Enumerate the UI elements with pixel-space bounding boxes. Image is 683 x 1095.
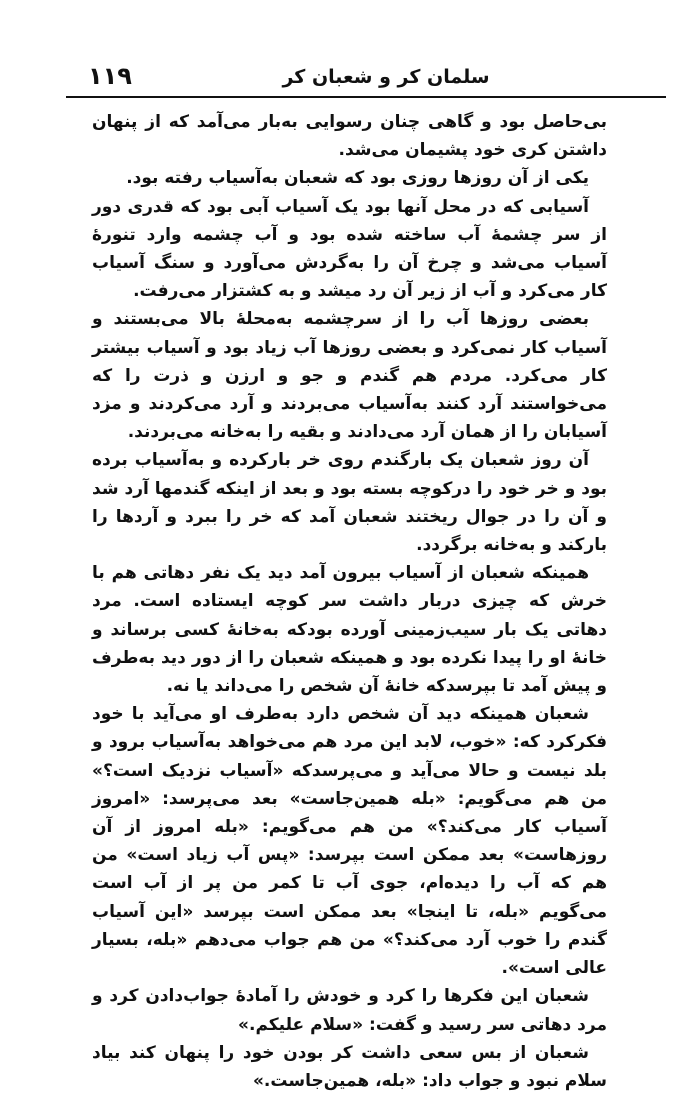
paragraph: بی‌حاصل بود و گاهی چنان رسوایی به‌بار می‌آمد که از پنهان داشتن کری خود پشیمان می‌شد. bbox=[92, 112, 607, 161]
paragraph: آن روز شعبان یک بارگندم روی خر بارکرده و به‌آسیاب برده بود و خر خود را درکوچه بسته بود و بعد از اینکه گندمها آرد شد و آن را در جوال ریختند شعبان آمد که خر را ببرد و آردها را بارکند و به‌خانه برگردد. bbox=[92, 450, 607, 556]
paragraph: آسیابی که در محل آنها بود یک آسیاب آبی بود که قدری دور از سر چشمهٔ آب ساخته شده بود و آب چشمه وارد تنورهٔ آسیاب می‌شد و چرخ آن را به‌گردش می‌آورد و سنگ آسیاب کار می‌کرد و آب از زیر آن رد میشد و به کشتزار می‌رفت. bbox=[92, 196, 607, 302]
running-title: سلمان کر و شعبان کر bbox=[282, 66, 490, 88]
paragraph: بعضی روزها آب را از سرچشمه به‌محلهٔ بالا می‌بستند و آسیاب کار نمی‌کرد و بعضی روزها آب زیاد بود و آسیاب بیشتر کار می‌کرد. مردم هم گندم و جو و ارزن و ذرت را که می‌خواستند آرد کنند به‌آسیاب می‌بردند و آرد می‌کردند و مزد آسیابان را از همان آرد می‌دادند و بقیه را به‌خانه می‌بردند. bbox=[92, 309, 607, 443]
paragraph: یکی از آن روزها روزی بود که شعبان به‌آسیاب رفته بود. bbox=[126, 168, 589, 189]
paragraph: شعبان از بس سعی داشت کر بودن خود را پنهان کند بیاد سلام نبود و جواب داد: «بله، همین‌جاست.» bbox=[92, 1042, 607, 1091]
paragraph: شعبان این فکرها را کرد و خودش را آمادهٔ جواب‌دادن کرد و مرد دهاتی سر رسید و گفت: «سلام علیکم.» bbox=[92, 986, 607, 1035]
paragraph: همینکه شعبان از آسیاب بیرون آمد دید یک نفر دهاتی هم با خرش که چیزی دربار داشت سر کوچه ایستاده است. مرد دهاتی یک بار سیب‌زمینی آورده بودکه به‌خانهٔ کسی برساند و خانهٔ او را پیدا نکرده بود و همینکه شعبان را از دور دید به‌طرف و پیش آمد تا بپرسدکه خانهٔ آن شخص را می‌داند یا نه. bbox=[92, 563, 607, 697]
body-text bbox=[92, 108, 607, 1091]
paragraph: شعبان همینکه دید آن شخص دارد به‌طرف او می‌آید با خود فکرکرد که: «خوب، لابد این مرد هم می‌خواهد به‌آسیاب برود و بلد نیست و حالا می‌آید و می‌پرسدکه «آسیاب نزدیک است؟» من هم می‌گویم: «بله همین‌جاست» بعد می‌پرسد: «امروز آسیاب کار می‌کند؟» من هم می‌گویم: «بله امروز از آن روزهاست» بعد ممکن است بپرسد: «پس آب زیاد است» من هم که آب را دیده‌ام، جوی آب تا کمر من پر از آب است می‌گویم «بله، تا اینجا» بعد ممکن است بپرسد «این آسیاب گندم را خوب آرد می‌کند؟» من هم جواب می‌دهم «بله، بسیار عالی است». bbox=[92, 704, 607, 979]
header-rule bbox=[66, 96, 666, 98]
page-header bbox=[66, 60, 666, 98]
page-number: ۱۱۹ bbox=[88, 62, 132, 90]
